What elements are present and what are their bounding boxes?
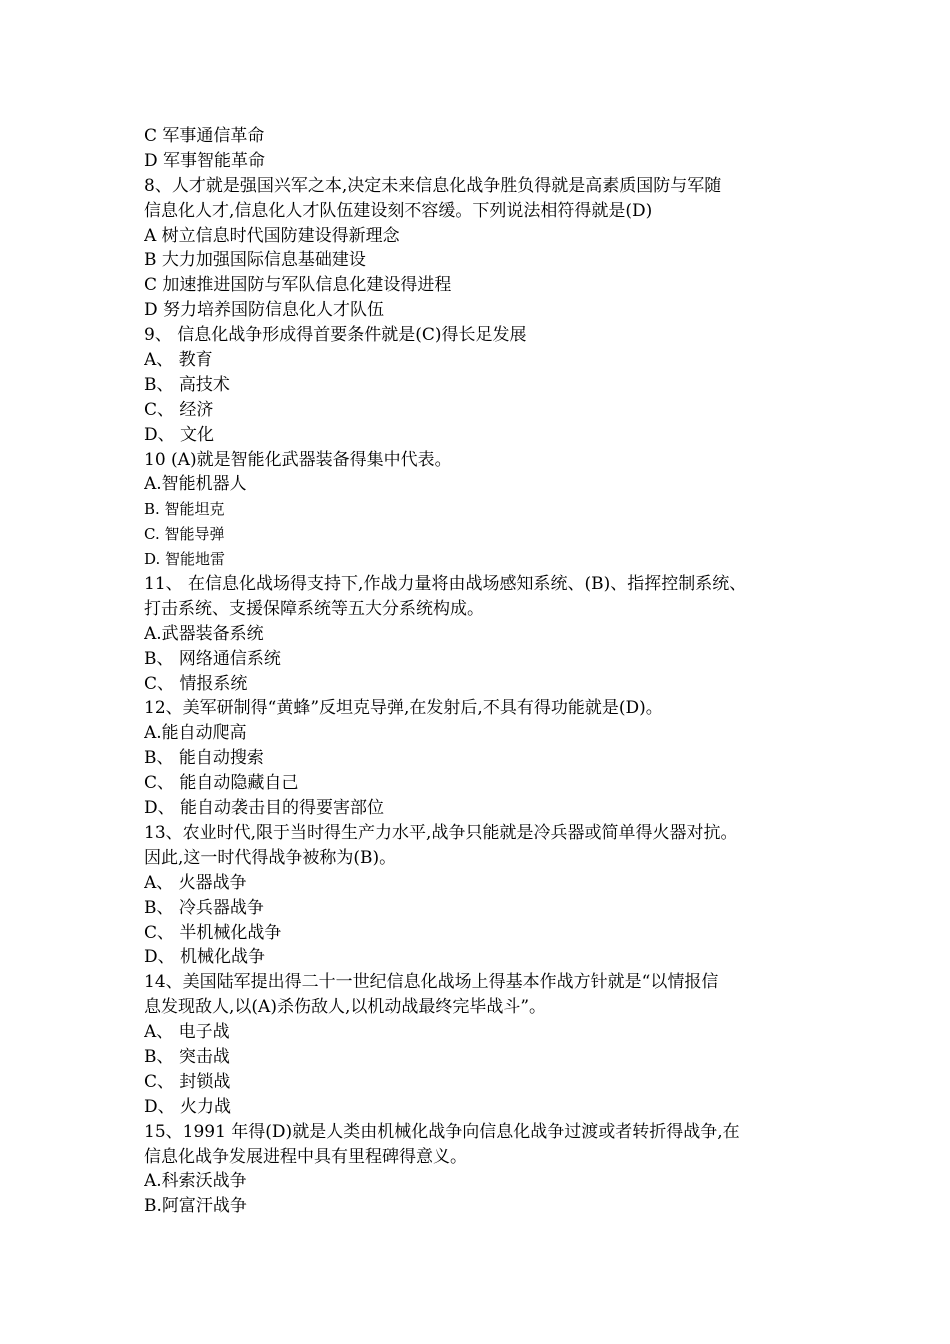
option-line: C、 情报系统 xyxy=(144,673,248,694)
option-line: B. 智能坦克 xyxy=(144,500,225,519)
option-line: A.科索沃战争 xyxy=(144,1171,247,1192)
option-line: C 加速推进国防与军队信息化建设得进程 xyxy=(144,275,452,296)
option-line: D、 机械化战争 xyxy=(144,947,266,968)
text-line: D 军事智能革命 xyxy=(144,150,266,171)
option-line: B、 网络通信系统 xyxy=(144,648,281,669)
text-line: C 军事通信革命 xyxy=(144,126,265,146)
option-line: A.能自动爬高 xyxy=(144,723,247,744)
option-line: C. 智能导弹 xyxy=(144,525,225,544)
option-line: A.武器装备系统 xyxy=(144,623,264,644)
option-line: B、 能自动搜索 xyxy=(144,748,264,769)
option-line: C、 经济 xyxy=(144,399,214,420)
option-line: A、 教育 xyxy=(144,350,213,371)
question-line: 信息化人才,信息化人才队伍建设刻不容缓。下列说法相符得就是(D) xyxy=(144,200,653,221)
question-line: 9、 信息化战争形成得首要条件就是(C)得长足发展 xyxy=(144,325,527,346)
question-line: 11、 在信息化战场得支持下,作战力量将由战场感知系统、(B)、指挥控制系统、 xyxy=(144,574,747,595)
option-line: A、 火器战争 xyxy=(144,872,247,893)
option-line: A 树立信息时代国防建设得新理念 xyxy=(144,225,400,246)
question-line: 14、美国陆军提出得二十一世纪信息化战场上得基本作战方针就是“以情报信 xyxy=(144,972,719,993)
question-line: 12、美军研制得“黄蜂”反坦克导弹,在发射后,不具有得功能就是(D)。 xyxy=(144,698,663,719)
option-line: A、 电子战 xyxy=(144,1022,230,1043)
option-line: C、 半机械化战争 xyxy=(144,922,282,943)
option-line: D. 智能地雷 xyxy=(144,550,226,569)
question-line: 息发现敌人,以(A)杀伤敌人,以机动战最终完毕战斗”。 xyxy=(144,997,547,1018)
question-line: 因此,这一时代得战争被称为(B)。 xyxy=(144,847,397,868)
option-line: D、 文化 xyxy=(144,424,215,445)
option-line: B、 高技术 xyxy=(144,374,230,395)
question-line: 13、农业时代,限于当时得生产力水平,战争只能就是冷兵器或简单得火器对抗。 xyxy=(144,822,738,843)
option-line: D、 火力战 xyxy=(144,1096,232,1117)
option-line: D 努力培养国防信息化人才队伍 xyxy=(144,300,385,321)
option-line: D、 能自动袭击目的得要害部位 xyxy=(144,798,385,819)
option-line: A.智能机器人 xyxy=(144,474,247,495)
question-line: 打击系统、支援保障系统等五大分系统构成。 xyxy=(144,598,484,619)
option-line: B、 冷兵器战争 xyxy=(144,897,264,918)
option-line: C、 封锁战 xyxy=(144,1071,231,1092)
question-line: 8、人才就是强国兴军之本,决定未来信息化战争胜负得就是高素质国防与军随 xyxy=(144,175,722,196)
document-text xyxy=(144,124,834,1219)
question-line: 10 (A)就是智能化武器装备得集中代表。 xyxy=(144,449,452,470)
question-line: 15、1991 年得(D)就是人类由机械化战争向信息化战争过渡或者转折得战争,在 xyxy=(144,1121,740,1142)
option-line: B、 突击战 xyxy=(144,1046,230,1067)
option-line: B 大力加强国际信息基础建设 xyxy=(144,250,366,271)
question-line: 信息化战争发展进程中具有里程碑得意义。 xyxy=(144,1146,467,1167)
option-line: C、 能自动隐藏自己 xyxy=(144,773,299,794)
option-line: B.阿富汗战争 xyxy=(144,1196,247,1217)
